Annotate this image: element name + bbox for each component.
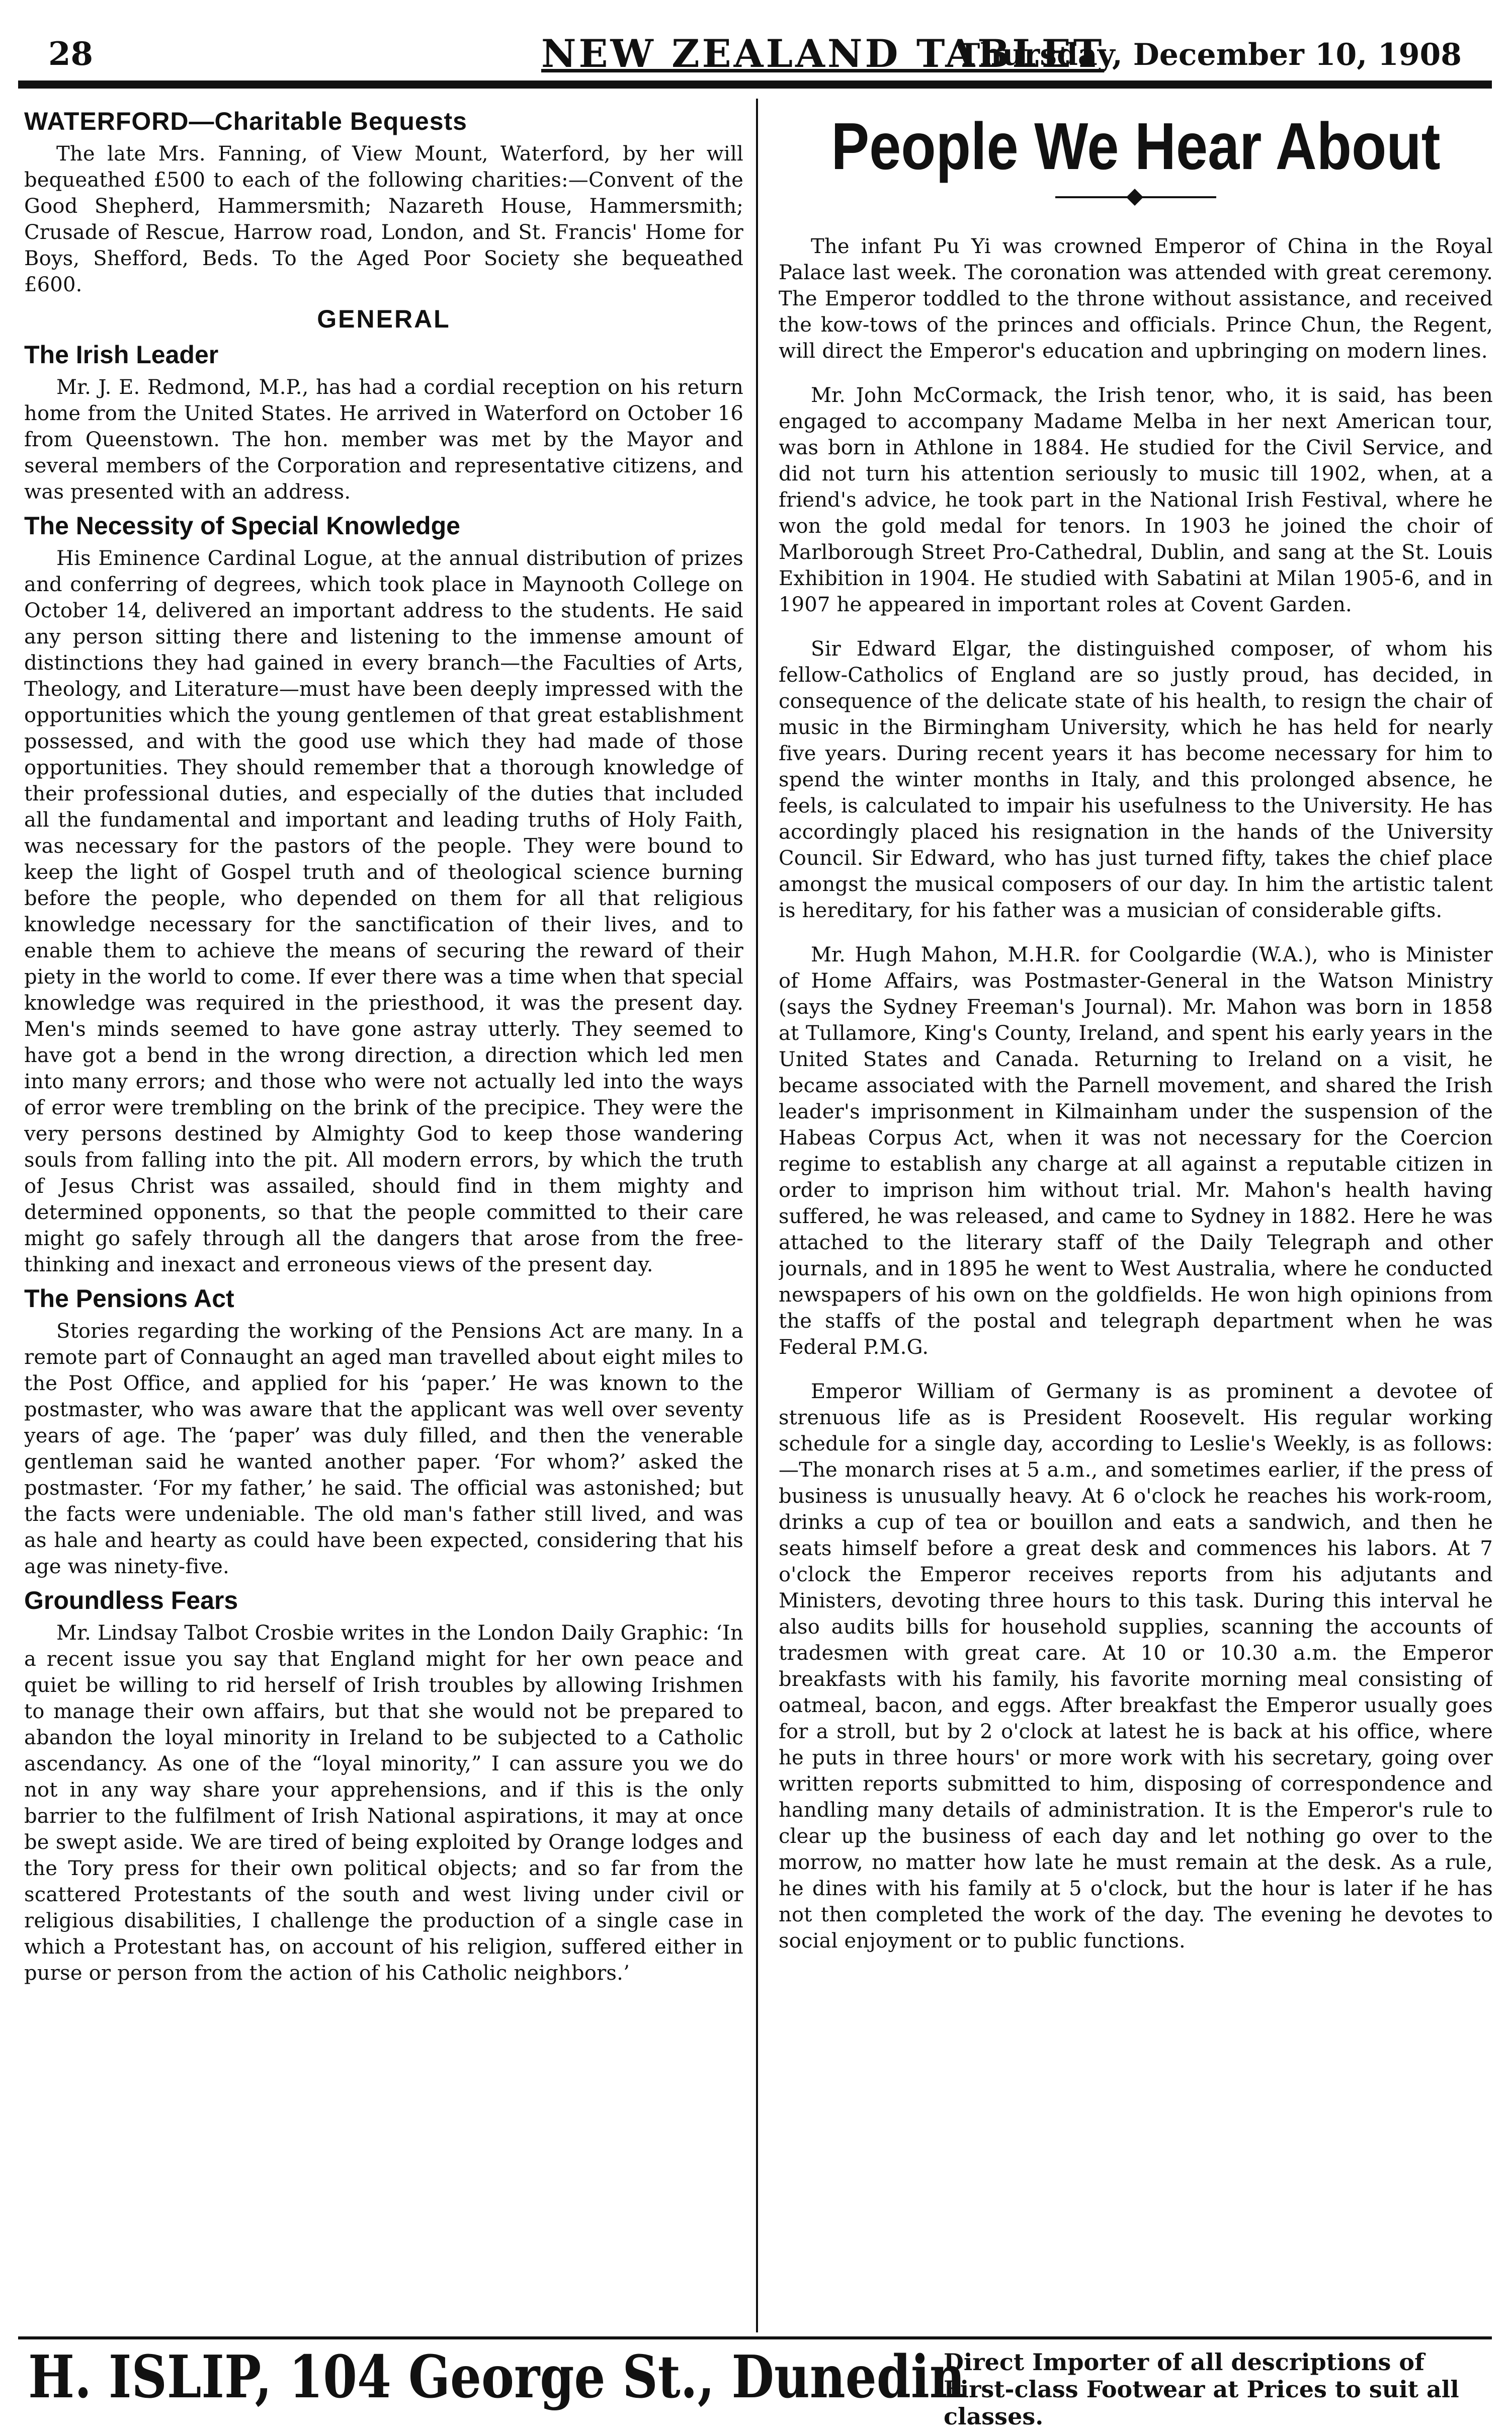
article-paragraph: His Eminence Cardinal Logue, at the annual distribution of prizes and conferring of degrees, which took place in Maynooth College on October 14, delivered an important address to the students. He said any person sitting there and listening to the immense amount of distinctions they had gained in every branch—the Faculties of Arts, Theology, and Literature—must have been deeply impressed with the opportunities which the young gentlemen of that great establishment possessed, and with the good use which they had made of those opportunities. They should remember that a thorough knowledge of their professional duties, and especially of the duties that included all the fundamental and important and leading truths of Holy Faith, was necessary for the pastors of the people. They were bound to keep the light of Gospel truth and of theological science burning before the people, who depended on them for all that religious knowledge necessary for the sanctification of their lives, and to enable them to achieve the means of securing the reward of their piety in the world to come. If ever there was a time when that special knowledge was required in the priesthood, it was the present day. Men's minds seemed to have gone astray utterly. They seemed to have got a bend in the wrong direction, a direction which led men into many errors; and those who were not actually led into the ways of error were trembling on the brink of the precipice. They were the very persons destined by Almighty God to keep those wandering souls from falling into the pit. All modern errors, by which the truth of Jesus Christ was assailed, should find in them mighty and determined opponents, so that the people committed to their care might go safely through all the dangers that arose from the free-thinking and inexact and erroneous views of the present day. [24, 547, 743, 1276]
page-number: 28 [48, 35, 94, 73]
article-paragraph: Mr. John McCormack, the Irish tenor, who, it is said, has been engaged to accompany Madame Melba in her next American tour, was born in Athlone in 1884. He studied for the Civil Service, and did not turn his attention seriously to music till 1902, when, at a friend's advice, he took part in the National Irish Festival, where he won the gold medal for tenors. In 1903 he joined the choir of Marlborough Street Pro-Cathedral, Dublin, and sang at the St. Louis Exhibition in 1904. He studied with Sabatini at Milan 1905-6, and in 1907 he appeared in important roles at Covent Garden. [779, 384, 1493, 616]
masthead [18, 26, 1492, 89]
footer-rule [18, 2336, 1492, 2339]
section-heading-irish-leader: The Irish Leader [24, 341, 219, 369]
section-heading-waterford: WATERFORD—Charitable Bequests [24, 107, 467, 135]
ornamental-rule [1055, 196, 1216, 198]
advertiser-name: H. ISLIP, 104 George St., Dunedin [28, 2343, 965, 2411]
section-heading-pensions-act: The Pensions Act [24, 1284, 234, 1313]
advertisement-banner [18, 2343, 1492, 2430]
section-heading-general: GENERAL [317, 305, 451, 333]
issue-date: Thursday, December 10, 1908 [957, 37, 1462, 72]
advertisement-tagline: Direct Importer of all descriptions of First-class Footwear at Prices to suit all classes. [944, 2348, 1459, 2430]
article-paragraph: Mr. Hugh Mahon, M.H.R. for Coolgardie (W.A.), who is Minister of Home Affairs, was Postmaster-General in the Watson Ministry (says the Sydney Freeman's Journal). Mr. Mahon was born in 1858 at Tullamore, King's County, Ireland, and spent his early years in the United States and Canada. Returning to Ireland on a visit, he became associated with the Parnell movement, and shared the Irish leader's imprisonment in Kilmainham under the suspension of the Habeas Corpus Act, when it was not necessary for the Coercion regime to establish any charge at all against a reputable citizen in order to imprison him without trial. Mr. Mahon's health having suffered, he was released, and came to Sydney in 1882. Here he was attached to the literary staff of the Daily Telegraph and other journals, and in 1895 he went to West Australia, where he conducted newspapers of his own on the goldfields. He won high opinions from the staffs of the postal and telegraph department when he was Federal P.M.G. [779, 943, 1493, 1359]
publication-title: NEW ZEALAND TABLET [541, 31, 1105, 76]
article-paragraph: Stories regarding the working of the Pensions Act are many. In a remote part of Connaught an aged man travelled about eight miles to the Post Office, and applied for his ‘paper.’ He was known to the postmaster, who was aware that the applicant was well over seventy years of age. The ‘paper’ was duly filled, and then the venerable gentleman said he wanted another paper. ‘For whom?’ asked the postmaster. ‘For my father,’ he said. The official was astonished; but the facts were undeniable. The old man's father still lived, and was as hale and hearty as could have been expected, considering that his age was ninety-five. [24, 1320, 743, 1578]
article-paragraph: Sir Edward Elgar, the distinguished composer, of whom his fellow-Catholics of England are so justly proud, has decided, in consequence of the delicate state of his health, to resign the chair of music in the Birmingham University, which he has held for nearly five years. During recent years it has become necessary for him to spend the winter months in Italy, and this prolonged absence, he feels, is calculated to impair his usefulness to the University. He has accordingly placed his resignation in the hands of the University Council. Sir Edward, who has just turned fifty, takes the chief place amongst the musical composers of our day. In him the artistic talent is hereditary, for his father was a musician of considerable gifts. [779, 637, 1493, 922]
section-heading-special-knowledge: The Necessity of Special Knowledge [24, 512, 460, 540]
article-paragraph: Emperor William of Germany is as prominent a devotee of strenuous life as is President Roosevelt. His regular working schedule for a single day, according to Leslie's Weekly, is as follows:—The monarch rises at 5 a.m., and sometimes earlier, if the press of business is unusually heavy. At 6 o'clock he reaches his work-room, drinks a cup of tea or bouillon and eats a sandwich, and then he seats himself before a great desk and commences his labors. At 7 o'clock the Emperor receives reports from his adjutants and Ministers, devoting three hours to this task. During this interval he also audits bills for household supplies, scanning the accounts of tradesmen with great care. At 10 or 10.30 a.m. the Emperor breakfasts with his family, his favorite morning meal consisting of oatmeal, bacon, and eggs. After breakfast the Emperor usually goes for a stroll, but by 2 o'clock at latest he is back at his office, where he puts in three hours' or more work with his secretary, going over written reports submitted to him, disposing of correspondence and handling many details of administration. It is the Emperor's rule to clear up the business of each day and let nothing go over to the morrow, no matter how late he must remain at the desk. As a rule, he dines with his family at 5 o'clock, but the hour is later if he has not then completed the work of the day. The evening he devotes to social enjoyment or to public functions. [779, 1380, 1493, 1953]
right-column [779, 101, 1493, 2329]
column-heading-people-we-hear-about: People We Hear About [831, 109, 1441, 183]
column-divider [756, 99, 758, 2332]
section-heading-groundless-fears: Groundless Fears [24, 1586, 238, 1614]
article-paragraph: Mr. Lindsay Talbot Crosbie writes in the London Daily Graphic: ‘In a recent issue you say that England might for her own peace and quiet be willing to rid herself of Irish troubles by allowing Irishmen to manage their own affairs, but that she would not be prepared to abandon the loyal minority in Ireland to be subjected to a Catholic ascendancy. As one of the “loyal minority,” I can assure you we do not in any way share your apprehensions, and if this is the only barrier to the fulfilment of Irish National aspirations, it may at once be swept aside. We are tired of being exploited by Orange lodges and the Tory press for their own political objects; and so far from the scattered Protestants of the south and west living under civil or religious disabilities, I challenge the production of a single case in which a Protestant has, on account of his religion, suffered either in purse or person from the action of his Catholic neighbors.’ [24, 1622, 743, 1985]
article-paragraph: The late Mrs. Fanning, of View Mount, Waterford, by her will bequeathed £500 to each of the following charities:—Convent of the Good Shepherd, Hammersmith; Nazareth House, Hammersmith; Crusade of Rescue, Harrow road, London, and St. Francis' Home for Boys, Shefford, Beds. To the Aged Poor Society she bequeathed £600. [24, 142, 743, 296]
article-paragraph: Mr. J. E. Redmond, M.P., has had a cordial reception on his return home from the United States. He arrived in Waterford on October 16 from Queenstown. The hon. member was met by the Mayor and several members of the Corporation and representative citizens, and was presented with an address. [24, 376, 743, 504]
article-paragraph: The infant Pu Yi was crowned Emperor of China in the Royal Palace last week. The coronation was attended with great ceremony. The Emperor toddled to the throne without assistance, and received the kow-tows of the princes and officials. Prince Chun, the Regent, will direct the Emperor's education and upbringing on modern lines. [779, 235, 1493, 363]
left-column [24, 101, 743, 2329]
